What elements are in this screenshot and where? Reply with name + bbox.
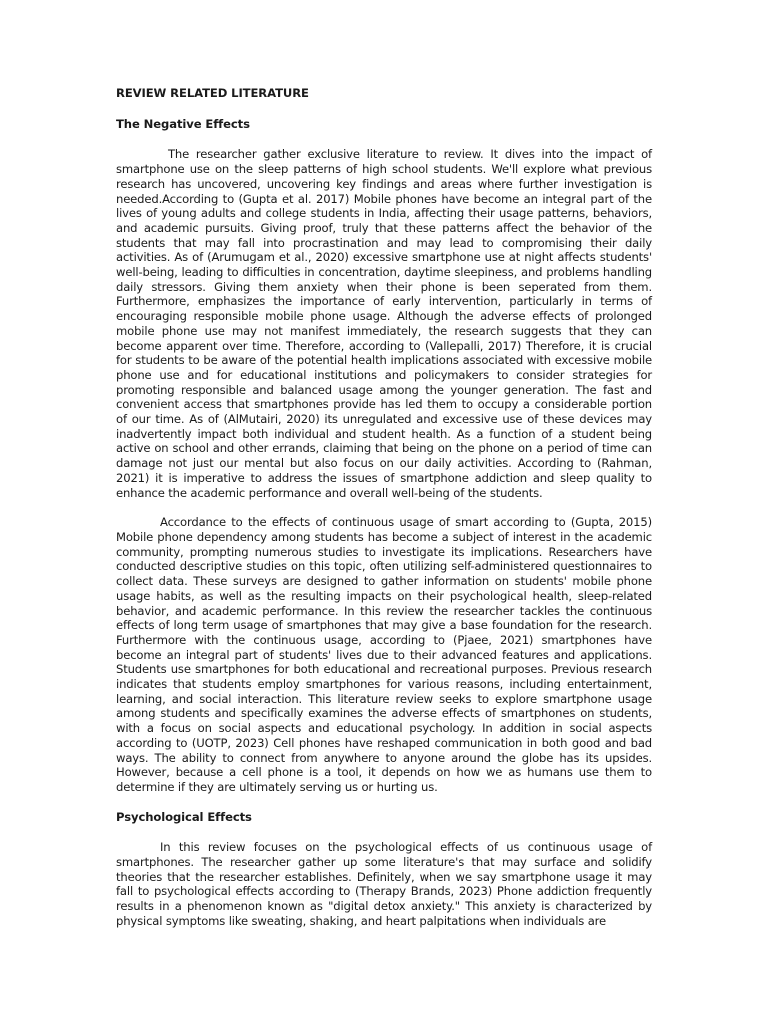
document-page bbox=[116, 86, 652, 929]
paragraph-negative-effects-1: The researcher gather exclusive literature to review. It dives into the impact of smartphone use on the sleep patterns of high school students. We'll explore what previous research has uncovered, uncovering key findings and areas where further investigation is needed.According to (Gupta et al. 2017) Mobile phones have become an integral part of the lives of young adults and college students in India, affecting their usage patterns, behaviors, and academic pursuits. Giving proof, truly that these patterns affect the behavior of the students that may fall into procrastination and may lead to compromising their daily activities. As of (Arumugam et al., 2020) excessive smartphone use at night affects students' well-being, leading to difficulties in concentration, daytime sleepiness, and problems handling daily stressors. Giving them anxiety when their phone is been seperated from them. Furthermore, emphasizes the importance of early intervention, particularly in terms of encouraging responsible mobile phone usage. Although the adverse effects of prolonged mobile phone use may not manifest immediately, the research suggests that they can become apparent over time. Therefore, according to (Vallepalli, 2017) Therefore, it is crucial for students to be aware of the potential health implications associated with excessive mobile phone use and for educational institutions and policymakers to consider strategies for promoting responsible and balanced usage among the younger generation. The fast and convenient access that smartphones provide has led them to occupy a considerable portion of our time. As of (AlMutairi, 2020) its unregulated and excessive use of these devices may inadvertently impact both individual and student health. As a function of a student being active on school and other errands, claiming that being on the phone on a period of time can damage not just our mental but also focus on our daily activities. According to (Rahman, 2021) it is imperative to address the issues of smartphone addiction and sleep quality to enhance the academic performance and overall well-being of the students. bbox=[116, 147, 652, 500]
section-heading-negative-effects: The Negative Effects bbox=[116, 116, 250, 131]
section-heading-psychological-effects: Psychological Effects bbox=[116, 809, 252, 824]
document-title: REVIEW RELATED LITERATURE bbox=[116, 86, 309, 100]
paragraph-psychological-effects-1: In this review focuses on the psychological effects of us continuous usage of smartphones. The researcher gather up some literature's that may surface and solidify theories that the researcher establishes. Definitely, when we say smartphone usage it may fall to psychological effects according to (Therapy Brands, 2023) Phone addiction frequently results in a phenomenon known as "digital detox anxiety." This anxiety is characterized by physical symptoms like sweating, shaking, and heart palpitations when individuals are bbox=[116, 840, 652, 928]
paragraph-negative-effects-2: Accordance to the effects of continuous usage of smart according to (Gupta, 2015) Mobile phone dependency among students has become a subject of interest in the academic community, prompting numerous studies to investigate its implications. Researchers have conducted descriptive studies on this topic, often utilizing self-administered questionnaires to collect data. These surveys are designed to gather information on students' mobile phone usage habits, as well as the resulting impacts on their psychological health, sleep-related behavior, and academic performance. In this review the researcher tackles the continuous effects of long term usage of smartphones that may give a base foundation for the research. Furthermore with the continuous usage, according to (Pjaee, 2021) smartphones have become an integral part of students' lives due to their advanced features and applications. Students use smartphones for both educational and recreational purposes. Previous research indicates that students employ smartphones for various reasons, including entertainment, learning, and social interaction. This literature review seeks to explore smartphone usage among students and specifically examines the adverse effects of smartphones on students, with a focus on social aspects and educational psychology. In addition in social aspects according to (UOTP, 2023) Cell phones have reshaped communication in both good and bad ways. The ability to connect from anywhere to anyone around the globe has its upsides. However, because a cell phone is a tool, it depends on how we as humans use them to determine if they are ultimately serving us or hurting us. bbox=[116, 515, 652, 794]
